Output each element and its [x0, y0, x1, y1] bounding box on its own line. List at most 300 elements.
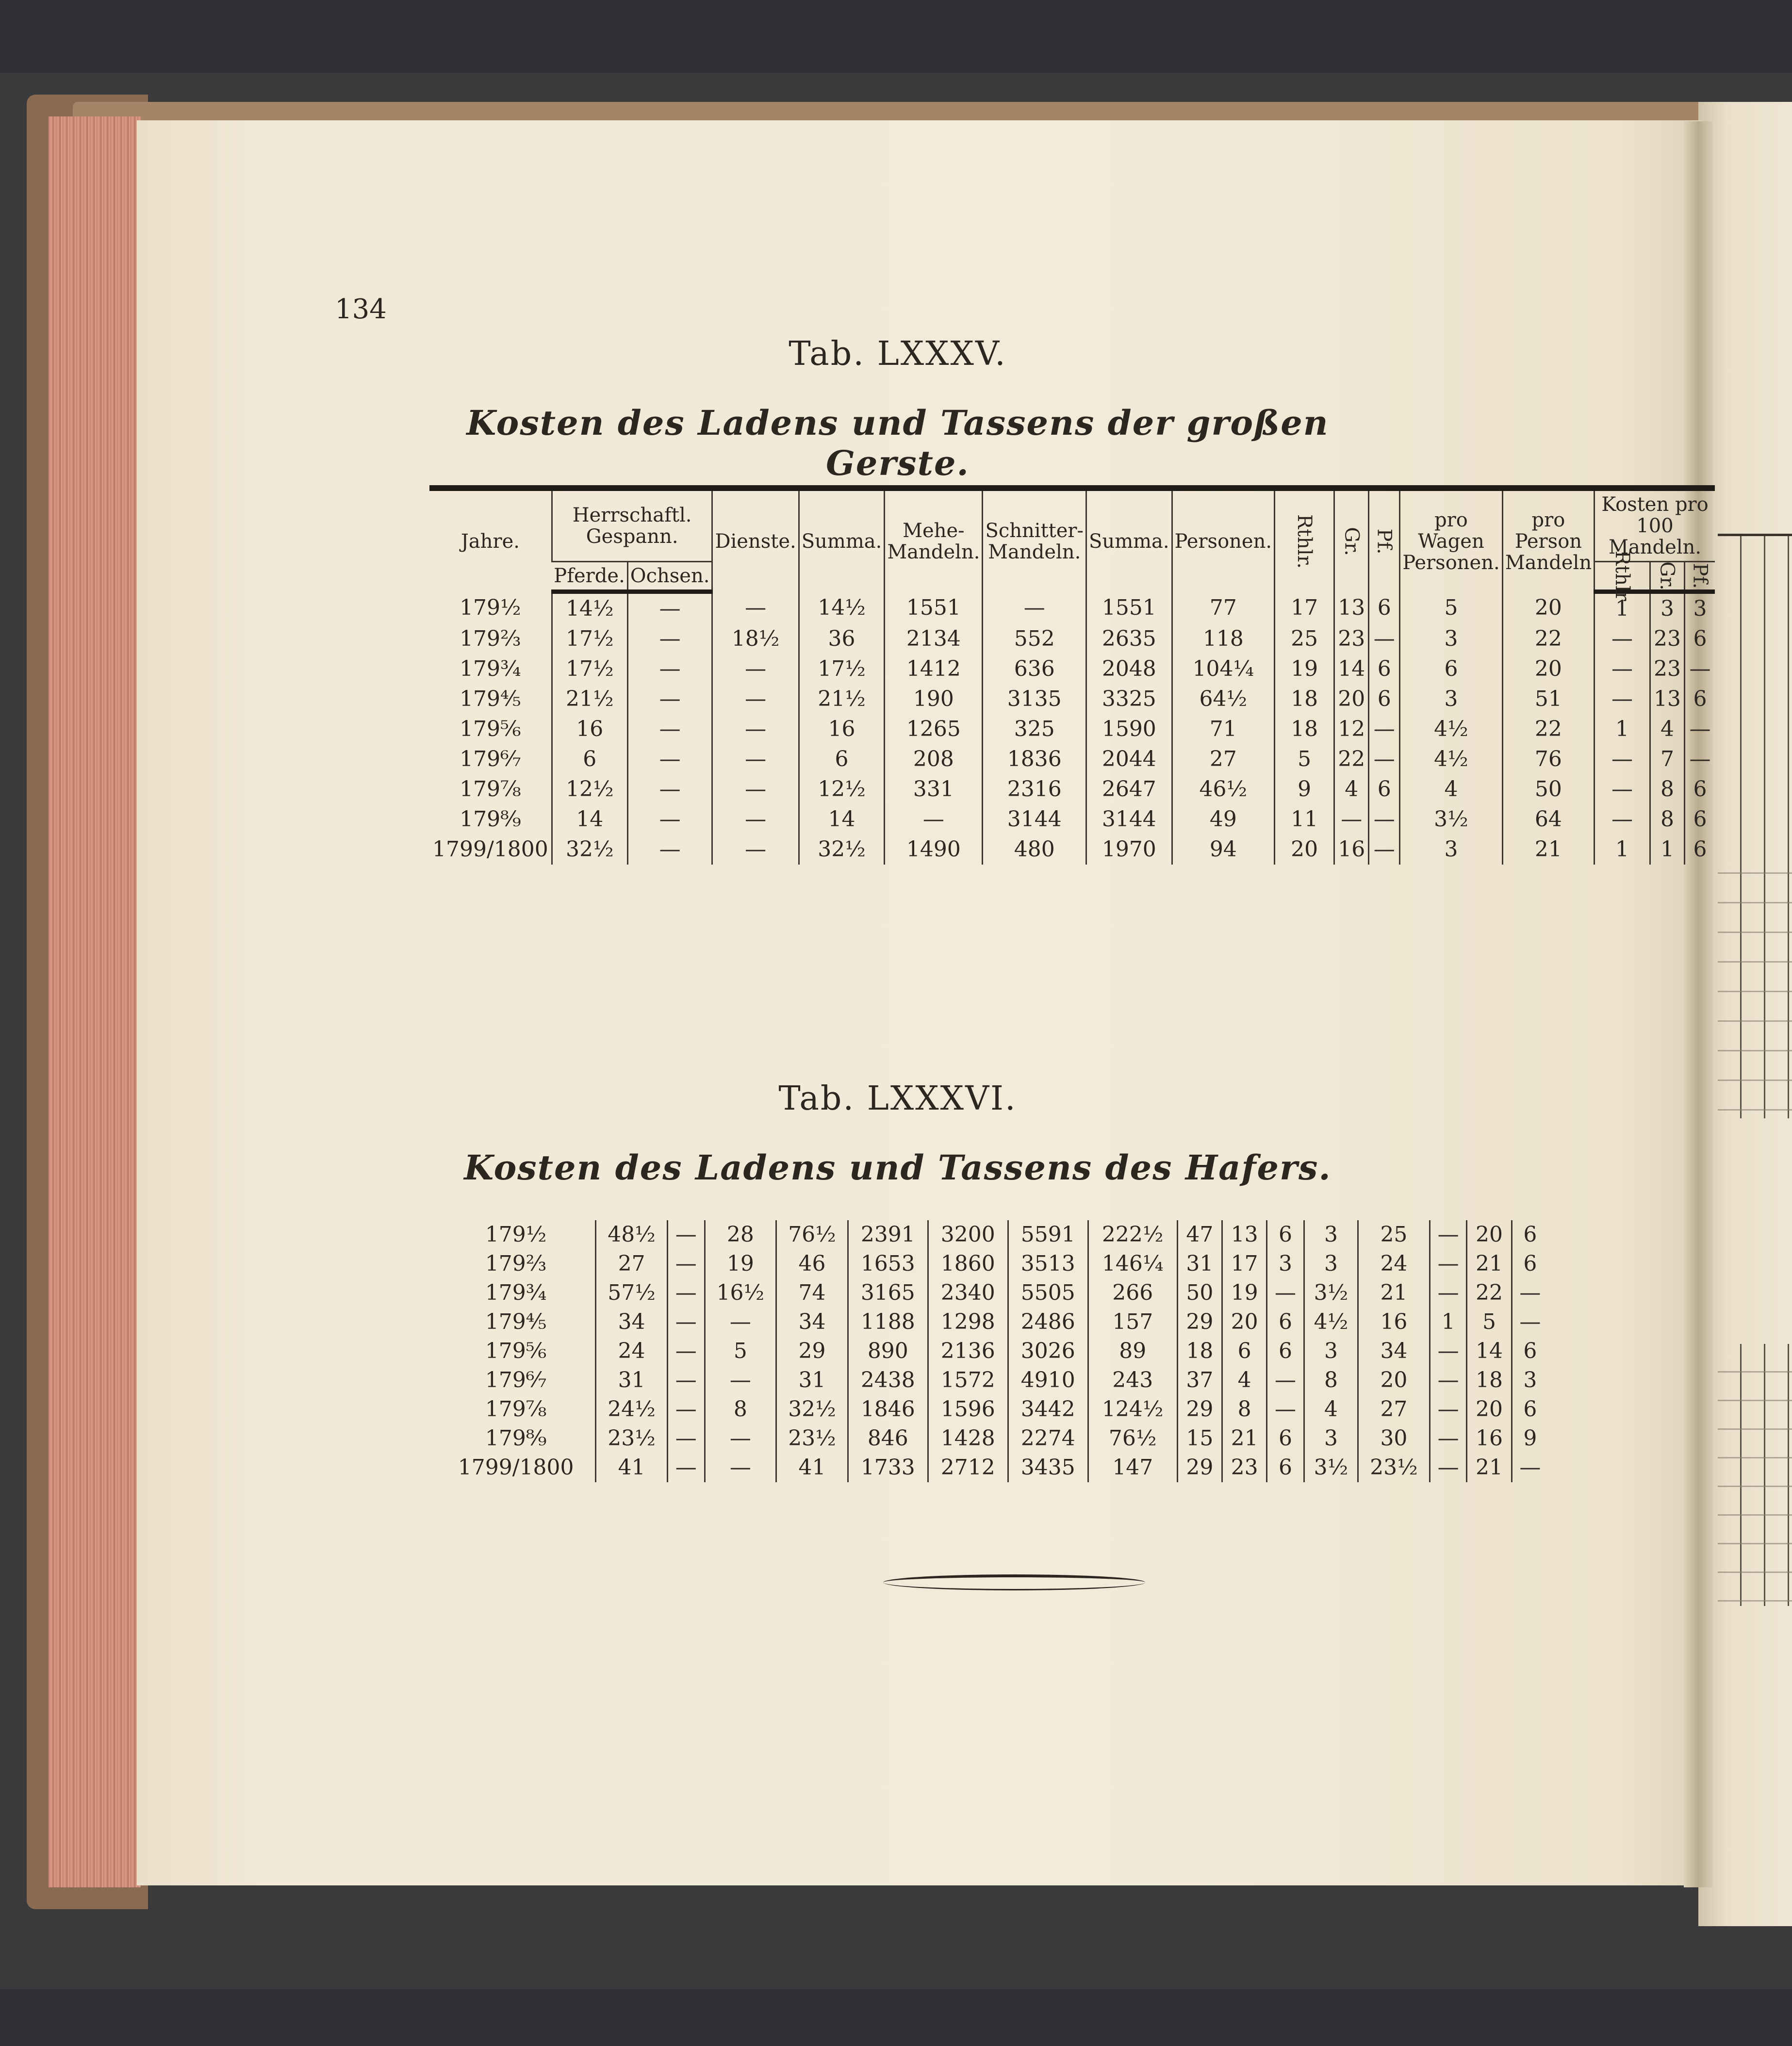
table-cell: 8	[705, 1395, 776, 1424]
table-row	[437, 1424, 1548, 1453]
table-cell: —	[627, 774, 712, 804]
table-cell: 3442	[1008, 1395, 1088, 1424]
table-cell: 94	[1172, 835, 1274, 865]
header-pferde: Pferde.	[552, 562, 627, 592]
table-cell: 50	[1177, 1278, 1222, 1308]
table-cell: 179⅞	[460, 777, 521, 802]
table-cell: 24	[1358, 1249, 1430, 1278]
table-cell: 3165	[848, 1278, 928, 1308]
page-edges	[49, 116, 141, 1887]
table-cell: 16	[1334, 835, 1369, 865]
table-cell: 22	[1467, 1278, 1512, 1308]
table-cell: —	[885, 804, 983, 835]
table-row	[429, 624, 1715, 654]
table-cell: —	[1512, 1453, 1548, 1482]
header-kosten-gr-label: Gr.	[1656, 561, 1678, 590]
table-cell: 5	[1400, 592, 1502, 624]
table-cell: 23½	[1358, 1453, 1430, 1482]
table-cell: —	[712, 684, 799, 714]
table-cell: 6	[1512, 1395, 1548, 1424]
table-cell: 17½	[552, 654, 627, 684]
table-cell: 20	[1502, 592, 1594, 624]
table-cell: 8	[1650, 804, 1684, 835]
table-cell: 20	[1222, 1308, 1266, 1337]
table-cell: 19	[1275, 654, 1334, 684]
table-cell: 6	[1267, 1220, 1304, 1249]
table-cell: 331	[885, 774, 983, 804]
table-cell: 20	[1502, 654, 1594, 684]
table-cell: 1	[1650, 835, 1684, 865]
table-cell: —	[983, 592, 1086, 624]
table-cell: 179⁶⁄₇	[485, 1368, 547, 1392]
table-cell: —	[712, 654, 799, 684]
table-cell: —	[667, 1453, 705, 1482]
table-cell: 118	[1172, 624, 1274, 654]
table-cell: 16	[799, 714, 885, 744]
table-cell: 3325	[1086, 684, 1172, 714]
table-cell: 21	[1502, 835, 1594, 865]
table-cell: —	[1267, 1278, 1304, 1308]
table-cell: 18	[1275, 684, 1334, 714]
table-cell: 17½	[552, 624, 627, 654]
table-cell: —	[667, 1308, 705, 1337]
table-cell: 636	[983, 654, 1086, 684]
table2-subtitle: Kosten des Ladens und Tassens des Hafers.	[464, 1147, 1332, 1188]
table-cell: 12	[1334, 714, 1369, 744]
table2-title: Tab. LXXXVI.	[778, 1080, 1017, 1118]
table-cell: 16	[1467, 1424, 1512, 1453]
header-jahre: Jahre.	[460, 530, 520, 553]
table-cell: 9	[1275, 774, 1334, 804]
table-cell: 25	[1275, 624, 1334, 654]
table-cell: —	[712, 592, 799, 624]
table-cell: 1846	[848, 1395, 928, 1424]
table-cell: 6	[1400, 654, 1502, 684]
page-number: 134	[335, 294, 387, 325]
table-cell: 13	[1334, 592, 1369, 624]
table-cell: —	[1430, 1366, 1467, 1395]
table-cell: 5591	[1008, 1220, 1088, 1249]
table-cell: 3513	[1008, 1249, 1088, 1278]
header-kosten-rthlr	[1595, 551, 1650, 601]
table-row	[429, 804, 1715, 835]
table-row	[437, 1308, 1548, 1337]
table-cell: 51	[1502, 684, 1594, 714]
header-dienste: Dienste.	[712, 488, 799, 592]
table-cell: 3026	[1008, 1337, 1088, 1366]
table-row	[437, 1278, 1548, 1308]
table-cell: 3200	[928, 1220, 1008, 1249]
book-page	[137, 120, 1702, 1885]
table-cell: 6	[1512, 1337, 1548, 1366]
header-rthlr-label: Rthlr.	[1293, 514, 1316, 569]
table-cell: 29	[776, 1337, 848, 1366]
table-cell: 16½	[705, 1278, 776, 1308]
table-cell: 7	[1650, 744, 1684, 774]
table-cell: 1	[1595, 714, 1650, 744]
table-row	[429, 835, 1715, 865]
table-cell: 890	[848, 1337, 928, 1366]
table-cell: 14	[799, 804, 885, 835]
table-cell: 3144	[983, 804, 1086, 835]
table-cell: 22	[1502, 714, 1594, 744]
header-pf	[1369, 488, 1400, 592]
table-cell: —	[667, 1249, 705, 1278]
table-cell: 36	[799, 624, 885, 654]
table-cell: 21	[1222, 1424, 1266, 1453]
table-cell: 8	[1304, 1366, 1358, 1395]
table-cell: 6	[1512, 1220, 1548, 1249]
table-cell: —	[712, 714, 799, 744]
table-cell: 3	[1512, 1366, 1548, 1395]
table-row	[437, 1366, 1548, 1395]
header-gr-label: Gr.	[1340, 527, 1363, 556]
table-cell: 2340	[928, 1278, 1008, 1308]
table-cell: 1490	[885, 835, 983, 865]
table-cell: 22	[1502, 624, 1594, 654]
table-cell: 23½	[776, 1424, 848, 1453]
table-cell: —	[1430, 1220, 1467, 1249]
table-cell: 49	[1172, 804, 1274, 835]
table-cell: —	[1430, 1249, 1467, 1278]
table-cell: —	[1267, 1366, 1304, 1395]
table-cell: 28	[705, 1220, 776, 1249]
table-cell: 552	[983, 624, 1086, 654]
table-row	[429, 592, 1715, 624]
table-cell: 15	[1177, 1424, 1222, 1453]
table-cell: 31	[596, 1366, 668, 1395]
table-cell: —	[712, 835, 799, 865]
table-cell: 190	[885, 684, 983, 714]
table-cell: 1860	[928, 1249, 1008, 1278]
table-cell: —	[1430, 1424, 1467, 1453]
table-cell: 17	[1275, 592, 1334, 624]
table-cell: 20	[1467, 1220, 1512, 1249]
table-row	[437, 1453, 1548, 1482]
table-cell: 46½	[1172, 774, 1274, 804]
table-cell: 1551	[1086, 592, 1172, 624]
table-cell: 77	[1172, 592, 1274, 624]
table-cell: 20	[1334, 684, 1369, 714]
table-cell: 2712	[928, 1453, 1008, 1482]
table-cell: 179⁸⁄₉	[485, 1426, 547, 1451]
table-cell: 1298	[928, 1308, 1008, 1337]
table-cell: 4½	[1400, 714, 1502, 744]
table-cell: 24	[596, 1337, 668, 1366]
table-cell: 1836	[983, 744, 1086, 774]
header-kosten-gr	[1650, 562, 1684, 592]
table-cell: 34	[596, 1308, 668, 1337]
table-cell: 2316	[983, 774, 1086, 804]
table-cell: 23	[1334, 624, 1369, 654]
table-cell: 480	[983, 835, 1086, 865]
table-cell: 4	[1304, 1395, 1358, 1424]
table1-body	[429, 592, 1715, 865]
table-cell: 27	[1172, 744, 1274, 774]
header-gr	[1334, 488, 1369, 592]
table-cell: 146¼	[1088, 1249, 1177, 1278]
table-cell: —	[627, 714, 712, 744]
header-kosten-rthlr-label: Rthlr	[1611, 551, 1634, 601]
table-cell: 46	[776, 1249, 848, 1278]
table-cell: 19	[705, 1249, 776, 1278]
table-cell: 3½	[1304, 1453, 1358, 1482]
table-cell: 179½	[460, 595, 521, 620]
table-cell: —	[627, 624, 712, 654]
table-cell: —	[1684, 654, 1715, 684]
table-cell: 6	[1684, 774, 1715, 804]
table-cell: 1412	[885, 654, 983, 684]
table-cell: 29	[1177, 1395, 1222, 1424]
table-cell: 13	[1650, 684, 1684, 714]
table-cell: —	[1595, 774, 1650, 804]
end-ornament	[883, 1574, 1145, 1590]
table-cell: —	[627, 654, 712, 684]
table-cell: 3144	[1086, 804, 1172, 835]
table-cell: 23	[1650, 654, 1684, 684]
table-cell: 6	[1267, 1453, 1304, 1482]
table-cell: 6	[1369, 592, 1400, 624]
table-cell: —	[705, 1453, 776, 1482]
book-gutter	[1684, 121, 1713, 1887]
table-cell: 6	[552, 744, 627, 774]
table-cell: 5	[705, 1337, 776, 1366]
header-mehe-mandeln: Mehe-Mandeln.	[885, 488, 983, 592]
table-cell: 29	[1177, 1308, 1222, 1337]
header-pro-person: pro Person Mandeln	[1502, 488, 1594, 592]
table-cell: 1970	[1086, 835, 1172, 865]
table-cell: 179⅞	[485, 1397, 547, 1422]
table-row	[429, 744, 1715, 774]
table-cell: 179⅘	[485, 1309, 547, 1334]
table-cell: 1799/1800	[432, 837, 548, 862]
table-cell: 14	[1467, 1337, 1512, 1366]
table-cell: —	[712, 804, 799, 835]
table-cell: 29	[1177, 1453, 1222, 1482]
table-cell: 179⅔	[460, 626, 521, 651]
table-row	[437, 1249, 1548, 1278]
table1-title: Tab. LXXXV.	[789, 335, 1007, 373]
table-cell: 76	[1502, 744, 1594, 774]
table-cell: —	[1595, 684, 1650, 714]
table-cell: 21	[1467, 1453, 1512, 1482]
table-cell: 31	[776, 1366, 848, 1395]
table-cell: —	[667, 1278, 705, 1308]
table-cell: 41	[776, 1453, 848, 1482]
table-cell: 20	[1358, 1366, 1430, 1395]
table1-subtitle: Kosten des Ladens und Tassens der großen Gerste.	[466, 403, 1329, 483]
table-cell: 14	[552, 804, 627, 835]
table-cell: —	[1369, 804, 1400, 835]
table-cell: 12½	[552, 774, 627, 804]
table-cell: 157	[1088, 1308, 1177, 1337]
table-cell: 2486	[1008, 1308, 1088, 1337]
table-cell: 41	[596, 1453, 668, 1482]
table-row	[429, 684, 1715, 714]
table-cell: 4910	[1008, 1366, 1088, 1395]
table-cell: —	[667, 1220, 705, 1249]
table-cell: 222½	[1088, 1220, 1177, 1249]
table-cell: 18	[1467, 1366, 1512, 1395]
table-cell: 3	[1304, 1249, 1358, 1278]
table-cell: —	[1595, 654, 1650, 684]
table-cell: 64½	[1172, 684, 1274, 714]
table-cell: 16	[1358, 1308, 1430, 1337]
table-cell: 27	[1358, 1395, 1430, 1424]
table-cell: 1653	[848, 1249, 928, 1278]
table-cell: 21½	[552, 684, 627, 714]
table-cell: 6	[1267, 1337, 1304, 1366]
table-cell: 21	[1358, 1278, 1430, 1308]
table-cell: 4	[1400, 774, 1502, 804]
table-cell: 5	[1275, 744, 1334, 774]
table-cell: —	[627, 684, 712, 714]
table-cell: 124½	[1088, 1395, 1177, 1424]
table-cell: 3½	[1400, 804, 1502, 835]
table-cell: —	[1430, 1395, 1467, 1424]
table-cell: 266	[1088, 1278, 1177, 1308]
table-cell: 2048	[1086, 654, 1172, 684]
table-cell: 1551	[885, 592, 983, 624]
table-cell: —	[705, 1424, 776, 1453]
table-cell: 21	[1467, 1249, 1512, 1278]
table-cell: —	[667, 1395, 705, 1424]
header-personen: Personen.	[1172, 488, 1274, 592]
table-cell: —	[627, 804, 712, 835]
table-cell: —	[667, 1337, 705, 1366]
table-cell: 8	[1222, 1395, 1266, 1424]
table-cell: 14½	[552, 592, 627, 624]
table-cell: 21½	[799, 684, 885, 714]
table-cell: —	[712, 744, 799, 774]
table-cell: —	[1369, 714, 1400, 744]
table-cell: —	[1267, 1395, 1304, 1424]
table-cell: 4½	[1304, 1308, 1358, 1337]
table-cell: 13	[1222, 1220, 1266, 1249]
table-cell: —	[627, 592, 712, 624]
table-cell: 25	[1358, 1220, 1430, 1249]
table-cell: —	[1334, 804, 1369, 835]
table-cell: 14½	[799, 592, 885, 624]
table-cell: 6	[1369, 684, 1400, 714]
table-cell: 2438	[848, 1366, 928, 1395]
table-row	[437, 1220, 1548, 1249]
table-cell: 179⁸⁄₉	[460, 807, 521, 832]
table-cell: 48½	[596, 1220, 668, 1249]
table-cell: 50	[1502, 774, 1594, 804]
table-cell: 18½	[712, 624, 799, 654]
table-cell: 3435	[1008, 1453, 1088, 1482]
table-cell: 6	[1267, 1424, 1304, 1453]
table-cell: 2635	[1086, 624, 1172, 654]
header-summa-1: Summa.	[799, 488, 885, 592]
table-cell: 325	[983, 714, 1086, 744]
table-cell: 3	[1267, 1249, 1304, 1278]
table-cell: 34	[1358, 1337, 1430, 1366]
table-cell: 1799/1800	[458, 1455, 574, 1480]
table-cell: 179⅘	[460, 687, 521, 711]
table2	[437, 1220, 1548, 1482]
table-cell: —	[712, 774, 799, 804]
table-cell: 3	[1400, 684, 1502, 714]
table-cell: 4	[1650, 714, 1684, 744]
table-cell: —	[1430, 1337, 1467, 1366]
table-cell: 1428	[928, 1424, 1008, 1453]
table1	[429, 485, 1715, 865]
table-cell: —	[1595, 804, 1650, 835]
header-ochsen: Ochsen.	[627, 562, 712, 592]
table-cell: 12½	[799, 774, 885, 804]
table-cell: 179¾	[485, 1280, 547, 1305]
table-cell: —	[705, 1366, 776, 1395]
table-cell: 1188	[848, 1308, 928, 1337]
table-cell: 2044	[1086, 744, 1172, 774]
table-cell: —	[1595, 624, 1650, 654]
table-cell: 4½	[1400, 744, 1502, 774]
table-cell: —	[1684, 714, 1715, 744]
table-cell: 17	[1222, 1249, 1266, 1278]
table-cell: 3	[1400, 835, 1502, 865]
table-cell: 1596	[928, 1395, 1008, 1424]
table-row	[429, 714, 1715, 744]
table-cell: 27	[596, 1249, 668, 1278]
header-schnitter-mandeln: Schnitter-Mandeln.	[983, 488, 1086, 592]
table-cell: 6	[799, 744, 885, 774]
table-cell: 16	[552, 714, 627, 744]
table-cell: 6	[1222, 1337, 1266, 1366]
table-cell: 18	[1275, 714, 1334, 744]
table-cell: 6	[1684, 624, 1715, 654]
table-cell: 76½	[776, 1220, 848, 1249]
table-cell: —	[1430, 1453, 1467, 1482]
table-cell: —	[1512, 1308, 1548, 1337]
table-cell: 4	[1222, 1366, 1266, 1395]
table-cell: 1733	[848, 1453, 928, 1482]
table-cell: 23	[1650, 624, 1684, 654]
table-cell: 179⁶⁄₇	[460, 747, 521, 771]
table-cell: 37	[1177, 1366, 1222, 1395]
table-cell: 89	[1088, 1337, 1177, 1366]
header-herrschaftl: Herrschaftl. Gespann.	[552, 488, 712, 562]
table-cell: 24½	[596, 1395, 668, 1424]
table-cell: 179¾	[460, 656, 521, 681]
table-cell: —	[627, 744, 712, 774]
table-cell: 3	[1650, 592, 1684, 624]
header-pro-wagen: pro Wagen Personen.	[1400, 488, 1502, 592]
table-cell: —	[1369, 835, 1400, 865]
table-cell: —	[627, 835, 712, 865]
table-row	[429, 774, 1715, 804]
table-cell: 20	[1275, 835, 1334, 865]
table-cell: 2136	[928, 1337, 1008, 1366]
table-cell: 3135	[983, 684, 1086, 714]
table-cell: —	[1684, 744, 1715, 774]
table-row	[437, 1337, 1548, 1366]
header-kosten: Kosten pro 100 Mandeln.	[1595, 488, 1715, 562]
table-cell: 3	[1304, 1220, 1358, 1249]
table-cell: 30	[1358, 1424, 1430, 1453]
table-row	[429, 654, 1715, 684]
table-cell: 6	[1684, 835, 1715, 865]
table-cell: —	[1512, 1278, 1548, 1308]
table-cell: 1	[1595, 592, 1650, 624]
table-cell: —	[1430, 1278, 1467, 1308]
table-cell: 179½	[485, 1222, 547, 1247]
table-cell: 4	[1334, 774, 1369, 804]
table-cell: 32½	[799, 835, 885, 865]
adjacent-table-2-rows	[1718, 1344, 1792, 1606]
table-row	[437, 1395, 1548, 1424]
